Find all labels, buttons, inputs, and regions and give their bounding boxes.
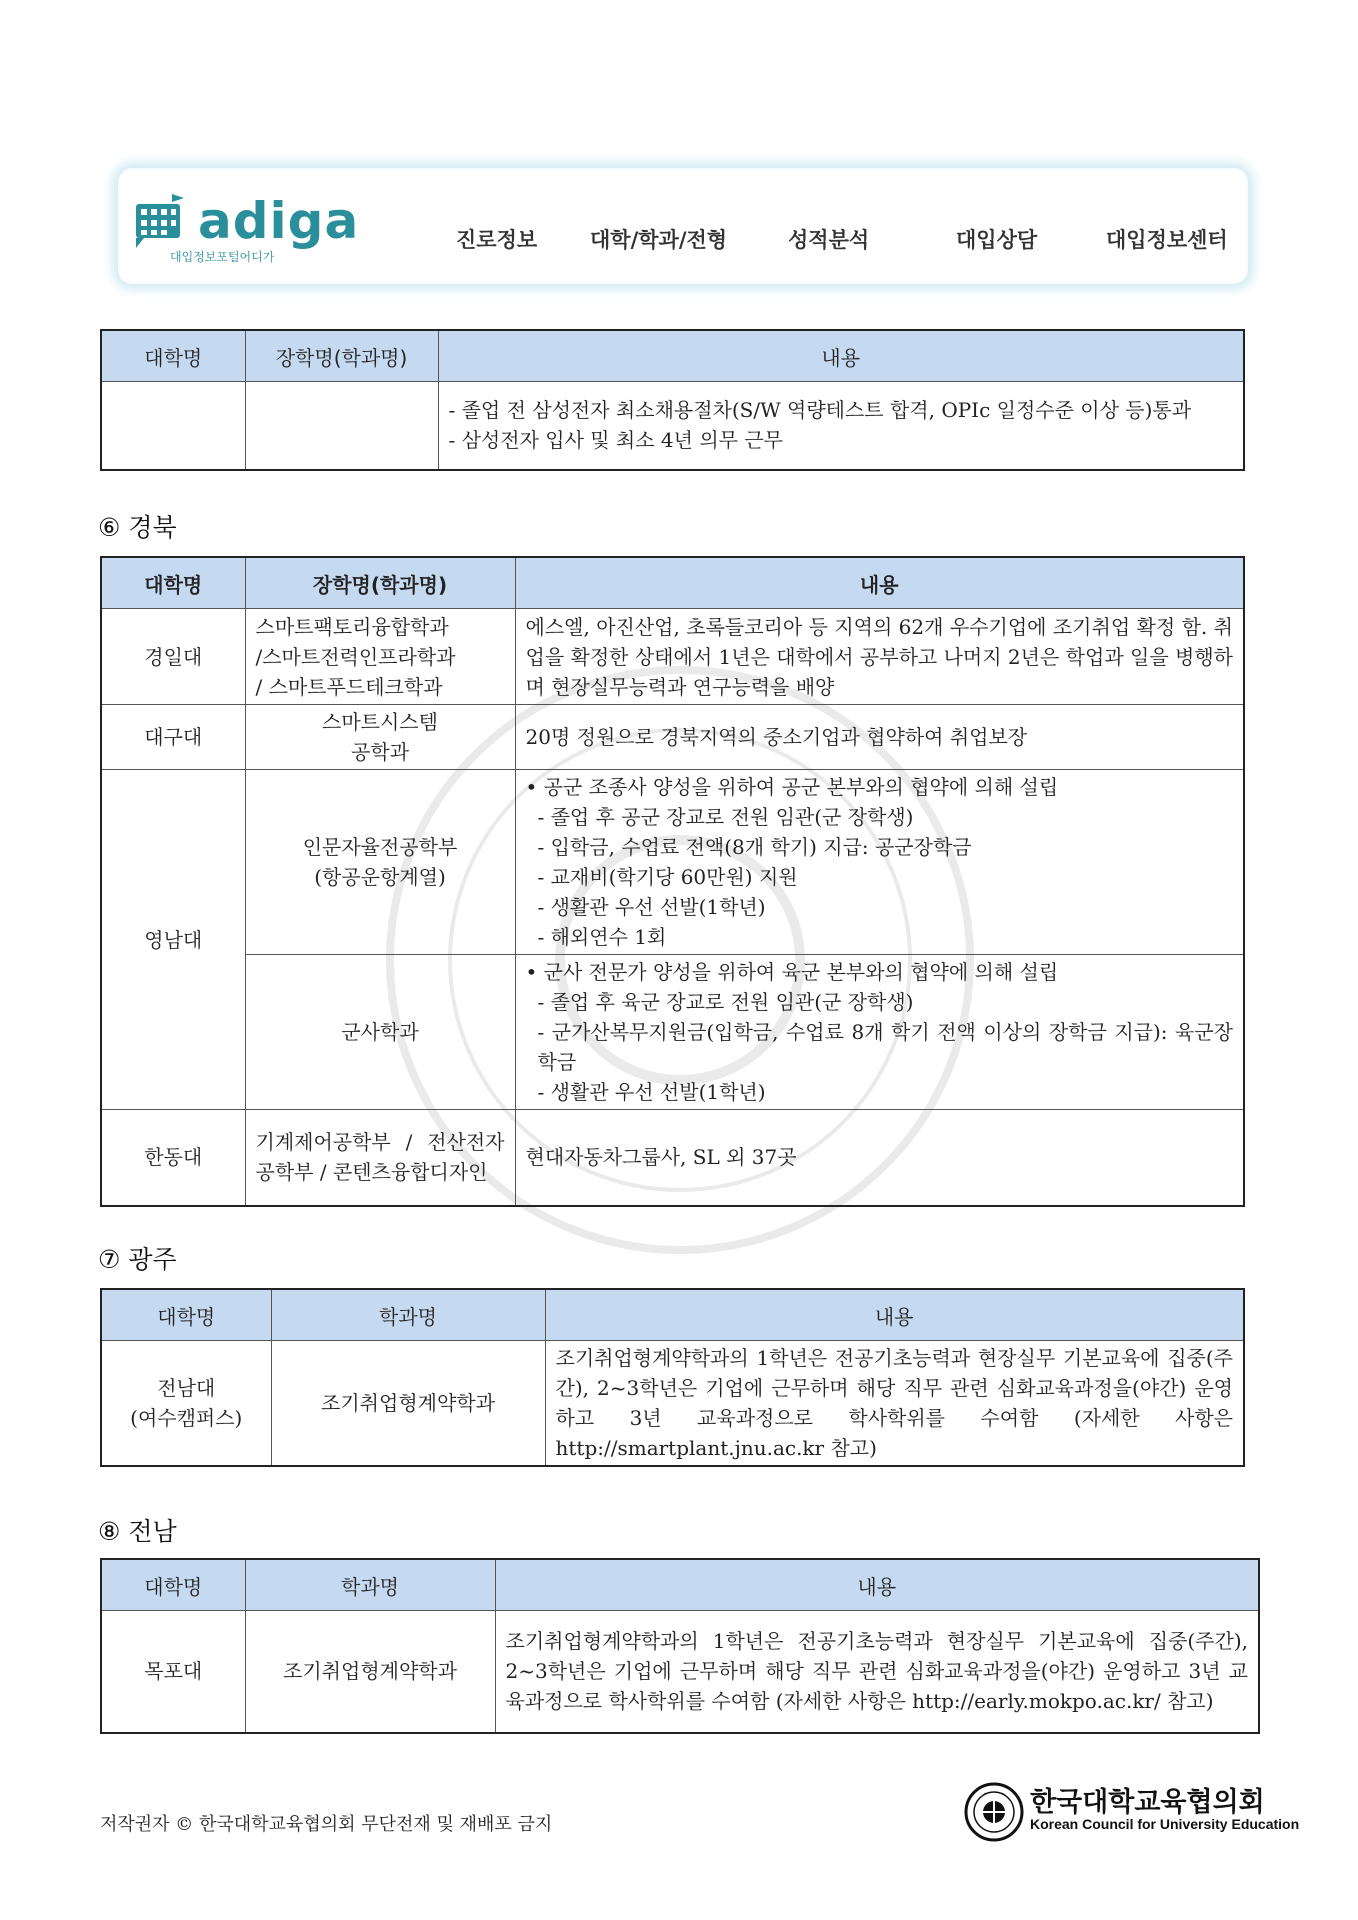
table-row	[101, 1611, 1259, 1733]
table-continued	[100, 329, 1245, 471]
cell-dept	[245, 705, 515, 770]
content-line: • 공군 조종사 양성을 위하여 공군 본부와의 협약에 의해 설립	[525, 775, 1059, 799]
content-line: - 생활관 우선 선발(1학년)	[537, 1080, 766, 1104]
col-header-dept: 학과명	[245, 1559, 495, 1611]
content-line: - 졸업 후 육군 장교로 전원 임관(군 장학생)	[537, 990, 914, 1014]
col-header-univ: 대학명	[101, 1559, 245, 1611]
col-header-univ: 대학명	[101, 1289, 271, 1341]
table-gyeongbuk	[100, 556, 1245, 1207]
cell-univ	[101, 1341, 271, 1467]
content-line: • 군사 전문가 양성을 위하여 육군 본부와의 협약에 의해 설립	[525, 960, 1059, 984]
logo-wordmark: adiga	[198, 192, 360, 250]
nav-admission-info-center[interactable]: 대입정보센터	[1106, 228, 1228, 252]
cell-dept	[245, 770, 515, 955]
table-row	[101, 1110, 1244, 1206]
col-header-content: 내용	[515, 557, 1244, 609]
cell-univ: 경일대	[101, 609, 245, 705]
col-header-content: 내용	[545, 1289, 1244, 1341]
table-row	[101, 705, 1244, 770]
dept-line: 스마트시스템	[322, 710, 438, 734]
table-row	[101, 1341, 1244, 1467]
kcue-logo	[964, 1778, 1300, 1848]
cell-dept: 조기취업형계약학과	[271, 1341, 545, 1467]
table-row	[101, 770, 1244, 955]
dept-line: /스마트전력인프라학과	[255, 644, 456, 669]
org-name-korean: 한국대학교육협의회	[1030, 1787, 1265, 1818]
nav-score-analysis[interactable]: 성적분석	[788, 228, 870, 252]
adiga-logo[interactable]	[132, 190, 360, 270]
cell-content: 에스엘, 아진산업, 초록들코리아 등 지역의 62개 우수기업에 조기취업 확정 함. 취업을 확정한 상태에서 1년은 대학에서 공부하고 나머지 2년은 학업과 일을 병행하며 현장실무능력과 연구능력을 배양	[515, 609, 1244, 705]
cell-content	[438, 382, 1244, 470]
col-header-univ: 대학명	[101, 557, 245, 609]
col-header-content: 내용	[438, 330, 1244, 382]
col-header-scholarship: 장학명(학과명)	[245, 557, 515, 609]
content-line: - 졸업 전 삼성전자 최소채용절차(S/W 역량테스트 합격, OPIc 일정수준 이상 등)통과	[448, 398, 1192, 423]
col-header-content: 내용	[495, 1559, 1259, 1611]
dept-line: 인문자율전공학부	[302, 835, 458, 859]
content-line: - 입학금, 수업료 전액(8개 학기) 지급: 공군장학금	[537, 835, 972, 859]
table-gwangju	[100, 1288, 1245, 1467]
cell-content: 현대자동차그룹사, SL 외 37곳	[515, 1110, 1244, 1206]
col-header-scholarship: 장학명(학과명)	[245, 330, 438, 382]
header-banner	[118, 168, 1248, 284]
cell-dept: 조기취업형계약학과	[245, 1611, 495, 1733]
building-icon	[132, 194, 188, 252]
cell-dept-empty	[245, 382, 438, 470]
cell-dept: 기계제어공학부 / 전산전자공학부 / 콘텐츠융합디자인	[245, 1110, 515, 1206]
kcue-seal-icon	[964, 1782, 1024, 1842]
cell-univ: 한동대	[101, 1110, 245, 1206]
dept-line: (항공운항계열)	[314, 865, 446, 889]
col-header-dept: 학과명	[271, 1289, 545, 1341]
section-title-gyeongbuk: ⑥ 경북	[98, 513, 177, 542]
content-line: - 교재비(학기당 60만원) 지원	[537, 865, 798, 889]
cell-content	[515, 770, 1244, 955]
univ-line: (여수캠퍼스)	[130, 1406, 243, 1430]
col-header-univ: 대학명	[101, 330, 245, 382]
table-row	[101, 609, 1244, 705]
table-jeonnam	[100, 1558, 1260, 1734]
cell-content: 20명 정원으로 경북지역의 중소기업과 협약하여 취업보장	[515, 705, 1244, 770]
cell-univ: 목포대	[101, 1611, 245, 1733]
content-line: - 군가산복무지원금(입학금, 수업료 8개 학기 전액 이상의 장학금 지급): 육군장학금	[537, 1020, 1233, 1074]
nav-career-info[interactable]: 진로정보	[456, 228, 538, 252]
univ-line: 전남대	[157, 1376, 216, 1400]
cell-dept	[245, 609, 515, 705]
content-line: - 졸업 후 공군 장교로 전원 임관(군 장학생)	[537, 805, 914, 829]
dept-line: / 스마트푸드테크학과	[255, 674, 443, 699]
cell-content	[515, 955, 1244, 1110]
org-name-english: Korean Council for University Education	[1030, 1816, 1300, 1832]
cell-content: 조기취업형계약학과의 1학년은 전공기초능력과 현장실무 기본교육에 집중(주간), 2~3학년은 기업에 근무하며 해당 직무 관련 심화교육과정을(야간) 운영하고 3년 교육과정으로 학사학위를 수여함 (자세한 사항은 http://smartplant.jnu.ac.kr 참고)	[545, 1341, 1244, 1467]
nav-univ-dept-admission[interactable]: 대학/학과/전형	[590, 228, 728, 252]
content-line: - 해외연수 1회	[537, 925, 667, 949]
section-title-jeonnam: ⑧ 전남	[98, 1517, 177, 1546]
table-row	[101, 955, 1244, 1110]
dept-line: 스마트팩토리융합학과	[255, 614, 449, 639]
copyright-notice: 저작권자 © 한국대학교육협의회 무단전재 및 재배포 금지	[100, 1814, 553, 1835]
logo-subtitle: 대입정보포털어디가	[170, 250, 275, 264]
cell-univ: 영남대	[101, 770, 245, 1110]
cell-dept: 군사학과	[245, 955, 515, 1110]
section-title-gwangju: ⑦ 광주	[98, 1245, 177, 1274]
cell-univ-empty	[101, 382, 245, 470]
dept-line: 공학과	[351, 740, 409, 764]
nav-admission-consulting[interactable]: 대입상담	[956, 228, 1038, 252]
cell-content: 조기취업형계약학과의 1학년은 전공기초능력과 현장실무 기본교육에 집중(주간), 2~3학년은 기업에 근무하며 해당 직무 관련 심화교육과정을(야간) 운영하고 3년 교육과정으로 학사학위를 수여함 (자세한 사항은 http://early.mokpo.ac.kr/ 참고)	[495, 1611, 1259, 1733]
cell-univ: 대구대	[101, 705, 245, 770]
content-line: - 생활관 우선 선발(1학년)	[537, 895, 766, 919]
content-line: - 삼성전자 입사 및 최소 4년 의무 근무	[448, 428, 783, 453]
